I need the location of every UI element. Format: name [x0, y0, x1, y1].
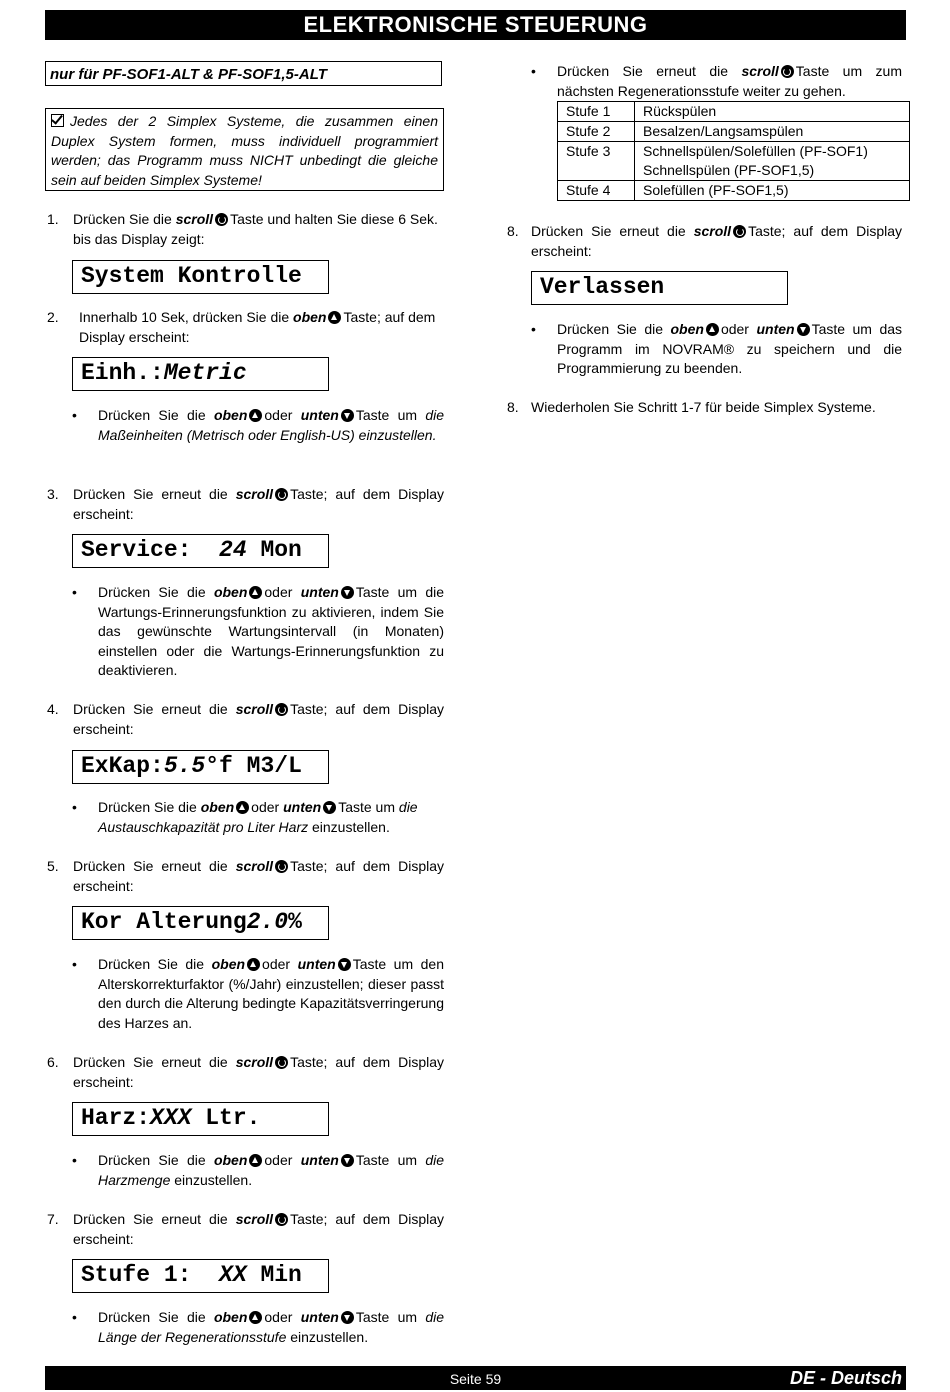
scroll-key-icon: [733, 225, 746, 238]
step-8-scroll: 8. Drücken Sie erneut die scroll Taste; auf dem Display erscheint:: [507, 223, 902, 259]
step-3: 3. Drücken Sie erneut die scroll Taste; auf dem Display erscheint:: [47, 486, 444, 522]
table-row: Stufe 3 Schnellspülen/Solefüllen (PF-SOF1) Schnellspülen (PF-SOF1,5): [558, 142, 910, 181]
scroll-key-label: scroll: [175, 211, 214, 227]
bullet-4: • Drücken Sie die oben oder unten Taste um die Austauschkapazität pro Liter Harz einzustellen.: [72, 799, 418, 835]
bullet-3: • Drücken Sie die oben oder unten Taste um die Wartungs-Erinnerungsfunktion zu aktivieren, indem Sie das gewünschte Wartungsintervall (in Monaten) einstellen oder die Wartungs-Erinnerungsfunktion zu deaktivieren.: [72, 584, 445, 678]
lcd-display-verlassen: Verlassen: [531, 271, 788, 305]
up-arrow-icon: [328, 311, 341, 324]
bullet-7: • Drücken Sie die oben oder unten Taste um die Länge der Regenerationsstufe einzustellen.: [72, 1309, 445, 1345]
model-box: nur für PF-SOF1-ALT & PF-SOF1,5-ALT: [45, 61, 442, 86]
stages-table: [557, 101, 910, 201]
up-arrow-icon: [249, 1154, 262, 1167]
step-4: 4. Drücken Sie erneut die scroll Taste; auf dem Display erscheint:: [47, 701, 444, 737]
scroll-key-icon: [275, 860, 288, 873]
scroll-key-icon: [275, 488, 288, 501]
table-row: Stufe 2 Besalzen/Langsamspülen: [558, 122, 910, 142]
table-row: Stufe 4 Solefüllen (PF-SOF1,5): [558, 181, 910, 201]
note-box: [45, 108, 444, 191]
note-text: Jedes der 2 Simplex Systeme, die zusammen einen Duplex System formen, muss individuell programmiert werden; das Programm muss NICHT unbedingt die gleiche sein auf beiden Simplex Systeme!: [51, 113, 438, 188]
step-text: Drücken Sie die: [73, 211, 172, 227]
table-row: Stufe 1 Rückspülen: [558, 102, 910, 122]
up-arrow-icon: [249, 409, 262, 422]
step-8-repeat: [507, 398, 902, 420]
step-5: 5. Drücken Sie erneut die scroll Taste; auf dem Display erscheint:: [47, 858, 444, 894]
down-arrow-icon: [338, 958, 351, 971]
step-number: 8.: [507, 223, 519, 239]
up-arrow-icon: [249, 586, 262, 599]
scroll-key-icon: [275, 1213, 288, 1226]
down-arrow-icon: [341, 586, 354, 599]
scroll-key-icon: [781, 65, 794, 78]
up-key-label: oben: [293, 309, 327, 325]
lcd-display-stufe: Stufe 1: XX Min: [72, 1259, 329, 1293]
up-arrow-icon: [249, 1311, 262, 1324]
checkbox-checked-icon: [51, 114, 64, 127]
step-number: 1.: [47, 211, 59, 227]
bullet-dot: •: [72, 1309, 77, 1325]
step-number: 3.: [47, 486, 59, 502]
up-arrow-icon: [706, 323, 719, 336]
step-text: Taste; auf dem Display erscheint:: [79, 309, 436, 345]
lcd-display-service: Service: 24 Mon: [72, 534, 329, 568]
bullet-2: • Drücken Sie die oben oder unten Taste um die Maßeinheiten (Metrisch oder English-US) einzustellen.: [72, 407, 445, 443]
scroll-key-icon: [275, 1056, 288, 1069]
lcd-display-harz: Harz:XXX Ltr.: [72, 1102, 329, 1136]
step-text: Taste und halten Sie diese 6 Sek. bis das Display zeigt:: [73, 211, 438, 247]
step-number: 6.: [47, 1054, 59, 1070]
bullet-right-1: • Drücken Sie erneut die scroll Taste um zum nächsten Regenerationsstufe weiter zu gehen.: [531, 63, 902, 99]
step-number: 4.: [47, 701, 59, 717]
page-number: Seite 59: [449, 1371, 502, 1387]
lcd-display-kor-alterung: Kor Alterung2.0%: [72, 906, 329, 940]
bullet-5: • Drücken Sie die oben oder unten Taste um den Alterskorrekturfaktor (%/Jahr) einzustellen; dieser passt den durch die Alterung bedingte Kapazitätsverringerung des Harzes an.: [72, 956, 444, 1031]
bullet-dot: •: [531, 63, 536, 79]
down-arrow-icon: [341, 409, 354, 422]
page-header: ELEKTRONISCHE STEUERUNG: [45, 10, 906, 40]
scroll-key-icon: [275, 703, 288, 716]
step-number: 2.: [47, 309, 59, 325]
bullet-dot: •: [72, 799, 77, 815]
step-text: Innerhalb 10 Sek, drücken Sie die: [79, 309, 290, 325]
down-arrow-icon: [341, 1311, 354, 1324]
step-1: [47, 210, 444, 250]
lcd-display-system-kontrolle: System Kontrolle: [72, 260, 329, 294]
scroll-key-icon: [215, 213, 228, 226]
lcd-display-einheit: Einh.:Metric: [72, 357, 329, 391]
step-6: 6. Drücken Sie erneut die scroll Taste; auf dem Display erscheint:: [47, 1054, 444, 1090]
down-arrow-icon: [341, 1154, 354, 1167]
page-footer: [45, 1366, 906, 1390]
down-arrow-icon: [797, 323, 810, 336]
bullet-dot: •: [72, 1152, 77, 1168]
step-number: 5.: [47, 858, 59, 874]
bullet-dot: •: [72, 407, 77, 423]
step-text: Wiederholen Sie Schritt 1-7 für beide Simplex Systeme.: [531, 399, 876, 415]
bullet-dot: •: [72, 956, 77, 972]
bullet-right-8: • Drücken Sie die oben oder unten Taste um das Programm im NOVRAM® zu speichern und die Programmierung zu beenden.: [531, 321, 903, 376]
step-number: 8.: [507, 399, 519, 415]
bullet-dot: •: [531, 321, 536, 337]
step-number: 7.: [47, 1211, 59, 1227]
lcd-display-exkap: ExKap:5.5°f M3/L: [72, 750, 329, 784]
step-7: 7. Drücken Sie erneut die scroll Taste; auf dem Display erscheint:: [47, 1211, 444, 1247]
bullet-6: • Drücken Sie die oben oder unten Taste um die Harzmenge einzustellen.: [72, 1152, 445, 1188]
language-label: DE - Deutsch: [789, 1368, 902, 1388]
up-arrow-icon: [247, 958, 260, 971]
up-arrow-icon: [236, 801, 249, 814]
down-arrow-icon: [323, 801, 336, 814]
step-2: [47, 308, 444, 348]
bullet-dot: •: [72, 584, 77, 600]
